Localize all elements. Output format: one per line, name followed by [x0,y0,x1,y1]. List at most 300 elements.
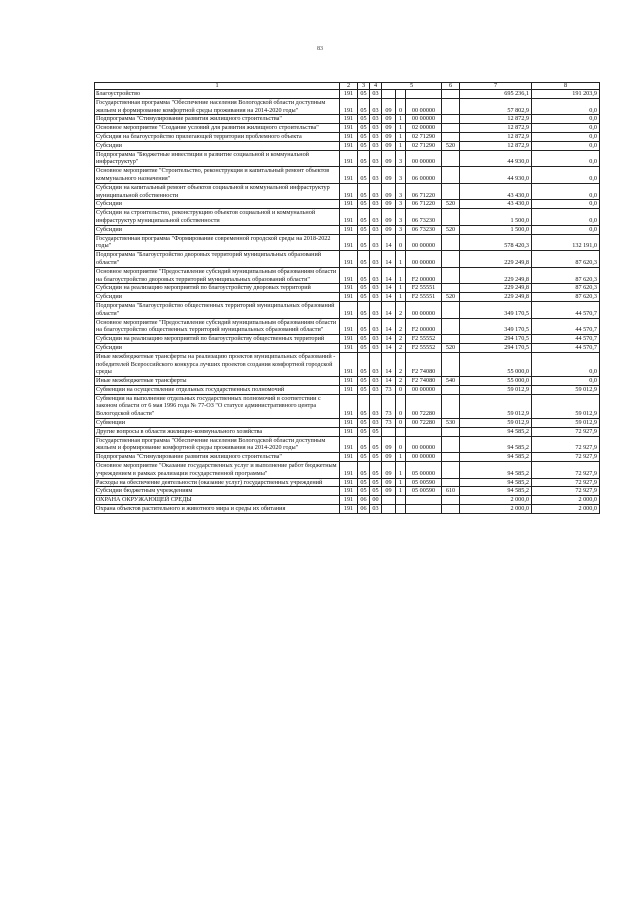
subprogram-code: 3 [396,183,406,200]
amount-year-2: 59 012,9 [532,385,600,394]
section-code: 05 [358,419,370,428]
amount-year-2: 0,0 [532,209,600,226]
row-name: Подпрограмма "Стимулирование развития жилищного строительства" [95,115,340,124]
amount-year-1: 59 012,9 [460,385,532,394]
ministry-code: 191 [340,200,358,209]
subprogram-code: 1 [396,267,406,284]
section-code: 05 [358,209,370,226]
row-name: ОХРАНА ОКРУЖАЮЩЕЙ СРЕДЫ [95,496,340,505]
subprogram-code: 2 [396,352,406,376]
table-row [95,115,600,124]
column-header: 1 [95,83,340,90]
direction-code: F2 55552 [406,335,442,344]
table-row [95,98,600,115]
amount-year-1: 229 249,8 [460,284,532,293]
subsection-code: 03 [370,284,382,293]
amount-year-2: 2 000,0 [532,505,600,514]
section-code: 05 [358,301,370,318]
amount-year-1: 12 872,9 [460,124,532,133]
program-code: 73 [382,419,396,428]
section-code: 05 [358,385,370,394]
subprogram-code: 2 [396,301,406,318]
amount-year-1: 229 249,8 [460,293,532,302]
row-name: Основное мероприятие "Предоставление субсидий муниципальным образованиям области на благоустройство общественных территорий муниципальных образований области" [95,318,340,335]
expense-type-code [442,90,460,99]
page-number: 83 [317,46,323,52]
subprogram-code: 1 [396,251,406,268]
subprogram-code: 2 [396,343,406,352]
section-code: 05 [358,183,370,200]
section-code: 05 [358,487,370,496]
section-code: 06 [358,505,370,514]
amount-year-2: 87 620,3 [532,284,600,293]
subsection-code: 03 [370,124,382,133]
section-code: 05 [358,150,370,167]
row-name: Иные межбюджетные трансферты на реализацию проектов муниципальных образований - победителей Всероссийского конкурса лучших проектов создания комфортной городской среды [95,352,340,376]
ministry-code: 191 [340,90,358,99]
direction-code: 06 71220 [406,183,442,200]
expense-type-code [442,427,460,436]
amount-year-2: 0,0 [532,225,600,234]
direction-code: F2 74080 [406,352,442,376]
program-code [382,427,396,436]
amount-year-1: 94 585,2 [460,478,532,487]
section-code: 05 [358,98,370,115]
expense-type-code: 520 [442,293,460,302]
direction-code [406,505,442,514]
subprogram-code: 0 [396,234,406,251]
ministry-code: 191 [340,301,358,318]
ministry-code: 191 [340,352,358,376]
program-code: 14 [382,352,396,376]
subsection-code: 03 [370,98,382,115]
section-code: 05 [358,377,370,386]
section-code: 05 [358,132,370,141]
section-code: 05 [358,234,370,251]
program-code: 14 [382,377,396,386]
amount-year-1: 1 500,0 [460,209,532,226]
program-code: 14 [382,343,396,352]
ministry-code: 191 [340,209,358,226]
amount-year-2: 132 191,0 [532,234,600,251]
subprogram-code: 1 [396,453,406,462]
ministry-code: 191 [340,132,358,141]
subsection-code: 03 [370,167,382,184]
subsection-code: 03 [370,209,382,226]
table-row [95,200,600,209]
amount-year-2: 0,0 [532,183,600,200]
row-name: Государственная программа "Обеспечение населения Вологодской области доступным жильем и формирование комфортной среды проживания на 2014-2020 годы" [95,436,340,453]
table-row [95,124,600,133]
direction-code: 02 71290 [406,132,442,141]
amount-year-2: 72 927,9 [532,436,600,453]
amount-year-2: 72 927,9 [532,427,600,436]
expense-type-code [442,436,460,453]
direction-code [406,496,442,505]
section-code: 05 [358,251,370,268]
amount-year-2: 0,0 [532,352,600,376]
amount-year-1: 94 585,2 [460,462,532,479]
subsection-code: 03 [370,335,382,344]
table-row [95,251,600,268]
program-code: 09 [382,453,396,462]
subsection-code: 03 [370,200,382,209]
section-code: 05 [358,293,370,302]
row-name: Субсидии [95,225,340,234]
ministry-code: 191 [340,141,358,150]
section-code: 05 [358,200,370,209]
subprogram-code [396,90,406,99]
program-code: 14 [382,335,396,344]
direction-code: 00 00000 [406,150,442,167]
subprogram-code: 1 [396,132,406,141]
direction-code: 02 71290 [406,141,442,150]
section-code: 05 [358,167,370,184]
table-row [95,267,600,284]
subsection-code: 03 [370,301,382,318]
direction-code: F2 74080 [406,377,442,386]
ministry-code: 191 [340,234,358,251]
amount-year-1: 1 500,0 [460,225,532,234]
subsection-code: 03 [370,318,382,335]
amount-year-2: 72 927,9 [532,453,600,462]
section-code: 05 [358,453,370,462]
table-row [95,293,600,302]
subprogram-code: 2 [396,335,406,344]
program-code: 73 [382,394,396,418]
expense-type-code [442,318,460,335]
subprogram-code: 3 [396,225,406,234]
direction-code: 00 00000 [406,453,442,462]
ministry-code: 191 [340,335,358,344]
row-name: Субсидии [95,141,340,150]
amount-year-1: 578 420,3 [460,234,532,251]
expense-type-code: 540 [442,377,460,386]
ministry-code: 191 [340,343,358,352]
expense-type-code [442,124,460,133]
amount-year-1: 94 585,2 [460,436,532,453]
table-row [95,419,600,428]
program-code [382,90,396,99]
program-code: 09 [382,98,396,115]
subsection-code: 03 [370,377,382,386]
subprogram-code: 3 [396,209,406,226]
subsection-code: 03 [370,267,382,284]
program-code: 14 [382,318,396,335]
amount-year-2: 44 570,7 [532,301,600,318]
ministry-code: 191 [340,284,358,293]
direction-code: 00 00000 [406,251,442,268]
program-code: 09 [382,462,396,479]
program-code: 73 [382,385,396,394]
column-header: 4 [370,83,382,90]
section-code: 05 [358,90,370,99]
subsection-code: 05 [370,453,382,462]
amount-year-2: 59 012,9 [532,394,600,418]
amount-year-2: 0,0 [532,167,600,184]
section-code: 05 [358,478,370,487]
ministry-code: 191 [340,124,358,133]
table-row [95,505,600,514]
expense-type-code [442,301,460,318]
amount-year-2: 191 203,9 [532,90,600,99]
subsection-code: 03 [370,343,382,352]
program-code: 14 [382,234,396,251]
subprogram-code [396,496,406,505]
amount-year-2: 0,0 [532,115,600,124]
amount-year-2: 44 570,7 [532,343,600,352]
row-name: Другие вопросы в области жилищно-коммунального хозяйства [95,427,340,436]
section-code: 05 [358,124,370,133]
subprogram-code: 3 [396,167,406,184]
column-header: 6 [442,83,460,90]
program-code: 09 [382,200,396,209]
subsection-code: 03 [370,419,382,428]
section-code: 05 [358,141,370,150]
amount-year-1: 44 930,0 [460,150,532,167]
table-row [95,385,600,394]
amount-year-2: 0,0 [532,141,600,150]
program-code [382,496,396,505]
column-header: 5 [382,83,442,90]
amount-year-1: 2 000,0 [460,505,532,514]
expense-type-code: 530 [442,419,460,428]
direction-code: 00 72280 [406,394,442,418]
program-code [382,505,396,514]
table-row [95,496,600,505]
amount-year-2: 72 927,9 [532,478,600,487]
subprogram-code: 1 [396,462,406,479]
section-code: 05 [358,115,370,124]
subsection-code: 03 [370,183,382,200]
subprogram-code: 3 [396,150,406,167]
amount-year-2: 87 620,3 [532,267,600,284]
direction-code [406,90,442,99]
amount-year-1: 294 170,5 [460,335,532,344]
subprogram-code: 0 [396,394,406,418]
expense-type-code: 520 [442,200,460,209]
direction-code: F2 55552 [406,343,442,352]
table-body [95,83,600,514]
subsection-code: 05 [370,478,382,487]
program-code: 14 [382,267,396,284]
row-name: Субсидии на реализацию мероприятий по благоустройству дворовых территорий [95,284,340,293]
expense-type-code [442,394,460,418]
expense-type-code [442,150,460,167]
ministry-code: 191 [340,167,358,184]
program-code: 09 [382,183,396,200]
amount-year-1: 12 872,9 [460,141,532,150]
table-row [95,462,600,479]
ministry-code: 191 [340,377,358,386]
amount-year-2: 0,0 [532,377,600,386]
amount-year-1: 59 012,9 [460,394,532,418]
amount-year-2: 0,0 [532,98,600,115]
row-name: Подпрограмма "Стимулирование развития жилищного строительства" [95,453,340,462]
direction-code [406,427,442,436]
expense-type-code [442,352,460,376]
section-code: 05 [358,318,370,335]
subsection-code: 03 [370,234,382,251]
direction-code: 06 71220 [406,200,442,209]
direction-code: 00 00000 [406,115,442,124]
row-name: Субсидии бюджетным учреждениям [95,487,340,496]
section-code: 06 [358,496,370,505]
table-row [95,343,600,352]
expense-type-code: 520 [442,225,460,234]
row-name: Государственная программа "Формирование современной городской среды на 2018-2022 годы" [95,234,340,251]
direction-code: 06 00000 [406,167,442,184]
section-code: 05 [358,427,370,436]
expense-type-code [442,478,460,487]
amount-year-1: 57 802,9 [460,98,532,115]
ministry-code: 191 [340,394,358,418]
section-code: 05 [358,394,370,418]
table-row [95,478,600,487]
amount-year-1: 229 249,8 [460,251,532,268]
subprogram-code: 0 [396,385,406,394]
table-row [95,318,600,335]
ministry-code: 191 [340,496,358,505]
expense-type-code [442,453,460,462]
expense-type-code [442,234,460,251]
program-code: 14 [382,293,396,302]
table-row [95,284,600,293]
ministry-code: 191 [340,225,358,234]
section-code: 05 [358,436,370,453]
amount-year-1: 695 236,1 [460,90,532,99]
subsection-code: 05 [370,487,382,496]
amount-year-2: 87 620,3 [532,293,600,302]
direction-code: 00 00000 [406,98,442,115]
subprogram-code [396,505,406,514]
ministry-code: 191 [340,462,358,479]
direction-code: 02 00000 [406,124,442,133]
ministry-code: 191 [340,436,358,453]
column-header: 8 [532,83,600,90]
direction-code: 06 73230 [406,225,442,234]
section-code: 05 [358,462,370,479]
table-row [95,167,600,184]
amount-year-1: 94 585,2 [460,487,532,496]
table-row [95,394,600,418]
subsection-code: 03 [370,115,382,124]
row-name: Субсидия на благоустройство прилегающей территории проблемного объекта [95,132,340,141]
amount-year-2: 87 620,3 [532,251,600,268]
table-row [95,301,600,318]
column-header: 7 [460,83,532,90]
row-name: Подпрограмма "Благоустройство дворовых территорий муниципальных образований области" [95,251,340,268]
table-row [95,132,600,141]
row-name: Субсидии [95,293,340,302]
table-row [95,183,600,200]
table-row [95,436,600,453]
ministry-code: 191 [340,487,358,496]
subsection-code: 03 [370,505,382,514]
subsection-code: 03 [370,132,382,141]
expense-type-code [442,335,460,344]
direction-code: 06 73230 [406,209,442,226]
amount-year-2: 72 927,9 [532,462,600,479]
subprogram-code: 1 [396,293,406,302]
program-code: 14 [382,301,396,318]
amount-year-2: 0,0 [532,150,600,167]
amount-year-2: 0,0 [532,200,600,209]
expense-type-code: 520 [442,141,460,150]
program-code: 09 [382,115,396,124]
amount-year-1: 349 170,5 [460,318,532,335]
ministry-code: 191 [340,318,358,335]
section-code: 05 [358,352,370,376]
amount-year-2: 59 012,9 [532,419,600,428]
row-name: Субвенции [95,419,340,428]
row-name: Иные межбюджетные трансферты [95,377,340,386]
row-name: Субсидии [95,200,340,209]
amount-year-2: 0,0 [532,132,600,141]
subprogram-code: 1 [396,487,406,496]
program-code: 14 [382,251,396,268]
program-code: 09 [382,209,396,226]
subprogram-code: 0 [396,436,406,453]
table-row [95,487,600,496]
subsection-code: 05 [370,427,382,436]
row-name: Субвенция на выполнение отдельных государственных полномочий в соответствии с законом области от 6 мая 1996 года № 77-ОЗ "О статусе административного центра Вологодской области" [95,394,340,418]
ministry-code: 191 [340,251,358,268]
section-code: 05 [358,267,370,284]
table-row [95,209,600,226]
row-name: Государственная программа "Обеспечение населения Вологодской области доступным жильем и формирование комфортной среды проживания на 2014-2020 годы" [95,98,340,115]
subsection-code: 00 [370,496,382,505]
program-code: 09 [382,225,396,234]
subsection-code: 03 [370,352,382,376]
row-name: Охрана объектов растительного и животного мира и среды их обитания [95,505,340,514]
subprogram-code: 0 [396,419,406,428]
expense-type-code [442,98,460,115]
direction-code: 00 72280 [406,419,442,428]
expense-type-code [442,209,460,226]
subprogram-code: 1 [396,478,406,487]
section-code: 05 [358,284,370,293]
row-name: Субсидии на строительство, реконструкцию объектов социальной и коммунальной инфраструктур муниципальной собственности [95,209,340,226]
amount-year-1: 229 249,8 [460,267,532,284]
ministry-code: 191 [340,293,358,302]
program-code: 14 [382,284,396,293]
budget-table [94,82,600,514]
amount-year-2: 2 000,0 [532,496,600,505]
column-header: 3 [358,83,370,90]
ministry-code: 191 [340,183,358,200]
amount-year-1: 55 000,0 [460,352,532,376]
expense-type-code [442,183,460,200]
direction-code: 00 00000 [406,301,442,318]
subsection-code: 03 [370,385,382,394]
column-header: 2 [340,83,358,90]
table-row [95,141,600,150]
ministry-code: 191 [340,267,358,284]
direction-code: F2 55551 [406,293,442,302]
row-name: Подпрограмма "Бюджетные инвестиции в развитие социальной и коммунальной инфраструктур" [95,150,340,167]
ministry-code: 191 [340,453,358,462]
amount-year-1: 43 430,0 [460,200,532,209]
section-code: 05 [358,225,370,234]
table-row [95,352,600,376]
subsection-code: 03 [370,293,382,302]
direction-code: F2 00000 [406,318,442,335]
ministry-code: 191 [340,505,358,514]
expense-type-code: 610 [442,487,460,496]
expense-type-code [442,115,460,124]
ministry-code: 191 [340,150,358,167]
